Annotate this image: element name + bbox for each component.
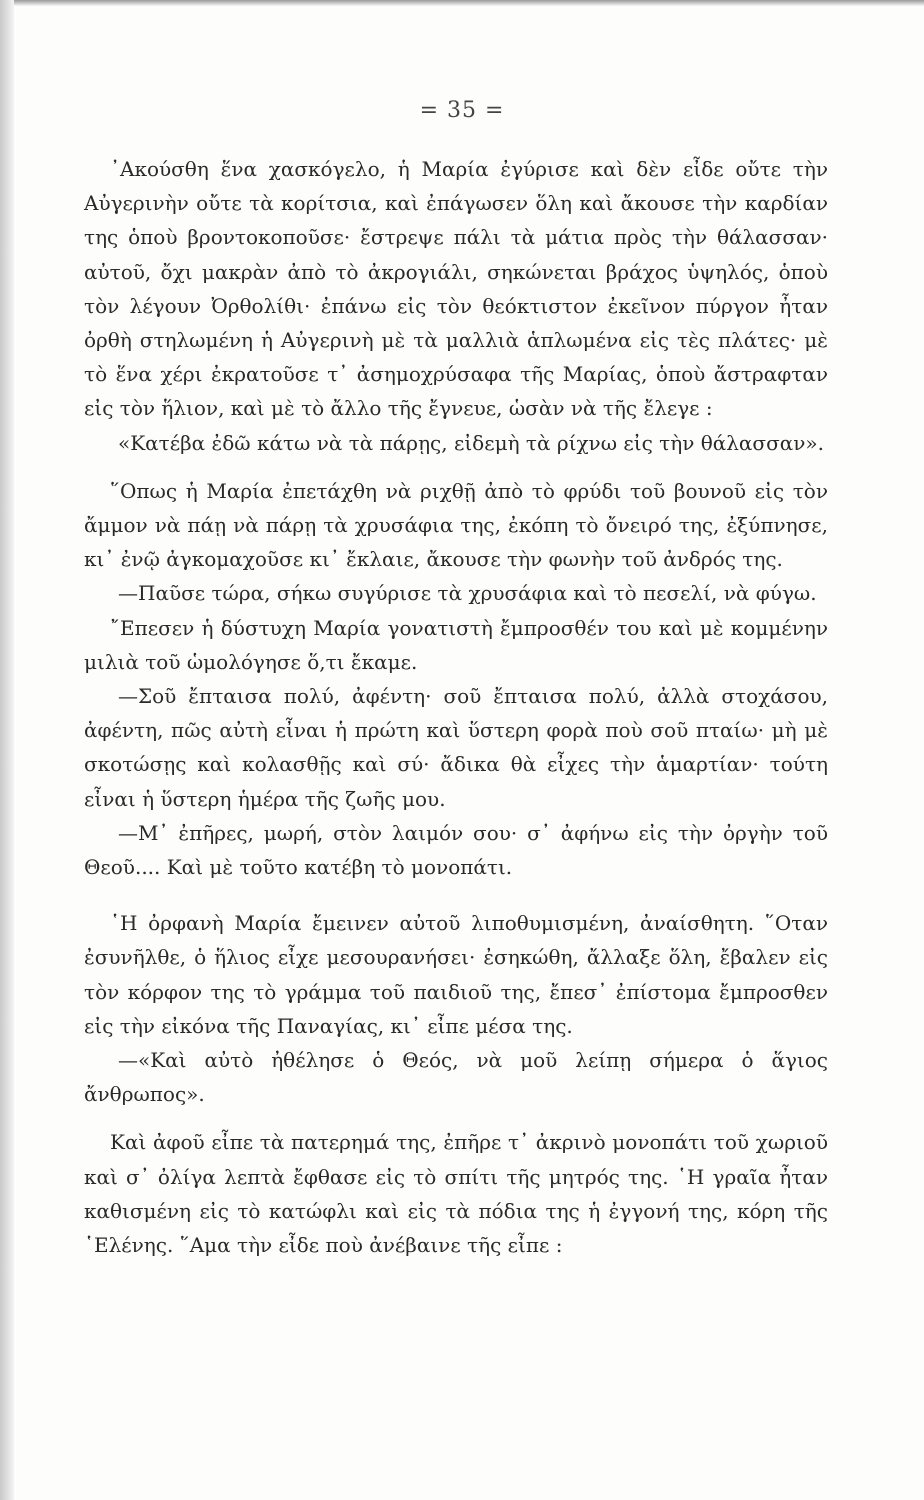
- body-text: [84, 152, 828, 1262]
- page-number: = 35 =: [419, 98, 505, 123]
- paragraph: —Παῦσε τώρα, σήκω συγύρισε τὰ χρυσάφια καὶ τὸ πεσελί, νὰ φύγω.: [118, 581, 817, 606]
- page-binding-edge: [0, 0, 14, 1500]
- paragraph: —Σοῦ ἔπταισα πολύ, ἀφέντη· σοῦ ἔπταισα πολύ, ἀλλὰ στοχάσου, ἀφέντη, πῶς αὐτὴ εἶναι ἡ πρώτη καὶ ὕστερη φορὰ ποὺ σοῦ πταίω· μὴ μὲ σκοτώσῃς καὶ κολασθῇς καὶ σύ· ἄδικα θὰ εἶχες τὴν ἁμαρτίαν· τούτη εἶναι ἡ ὕστερη ἡμέρα τῆς ζωῆς μου.: [84, 684, 828, 811]
- paragraph: ῾Η ὀρφανὴ Μαρία ἔμεινεν αὐτοῦ λιποθυμισμένη, ἀναίσθητη. ῞Οταν ἐσυνῆλθε, ὁ ἥλιος εἶχε μεσουρανήσει· ἐσηκώθη, ἄλλαξε ὅλη, ἔβαλεν εἰς τὸν κόρφον της τὸ γράμμα τοῦ παιδιοῦ της, ἔπεσ᾿ ἐπίστομα ἔμπροσθεν εἰς τὴν εἰκόνα τῆς Παναγίας, κι᾿ εἶπε μέσα της.: [84, 911, 828, 1038]
- paragraph: ῞Οπως ἡ Μαρία ἐπετάχθη νὰ ριχθῇ ἀπὸ τὸ φρύδι τοῦ βουνοῦ εἰς τὸν ἄμμον νὰ πάῃ νὰ πάρῃ τὰ χρυσάφια της, ἐκόπη τὸ ὄνειρό της, ἐξύπνησε, κι᾿ ἐνῷ ἀγκομαχοῦσε κι᾿ ἔκλαιε, ἄκουσε τὴν φωνὴν τοῦ ἀνδρός της.: [84, 478, 828, 572]
- paragraph: Καὶ ἀφοῦ εἶπε τὰ πατερημά της, ἐπῆρε τ᾿ ἀκρινὸ μονοπάτι τοῦ χωριοῦ καὶ σ᾿ ὀλίγα λεπτὰ ἔφθασε εἰς τὸ σπίτι τῆς μητρός της. ῾Η γραῖα ἦταν καθισμένη εἰς τὸ κατώφλι καὶ εἰς τὰ πόδια της ἡ ἐγγονή της, κόρη τῆς ῾Ελένης. ῞Αμα τὴν εἶδε ποὺ ἀνέβαινε τῆς εἶπε :: [84, 1130, 828, 1258]
- paragraph: «Κατέβα ἐδῶ κάτω νὰ τὰ πάρῃς, εἰδεμὴ τὰ ρίχνω εἰς τὴν θάλασσαν».: [118, 430, 824, 455]
- paragraph: —Μ᾿ ἐπῆρες, μωρή, στὸν λαιμόν σου· σ᾿ ἀφήνω εἰς τὴν ὀργὴν τοῦ Θεοῦ.... Καὶ μὲ τοῦτο κατέβη τὸ μονοπάτι.: [84, 820, 828, 880]
- paragraph: ᾿Ακούσθη ἕνα χασκόγελο, ἡ Μαρία ἐγύρισε καὶ δὲν εἶδε οὔτε τὴν Αὐγερινὴν οὔτε τὰ κορίτσια, καὶ ἐπάγωσεν ὅλη καὶ ἄκουσε τὴν καρδίαν της ὁποὺ βροντοκοποῦσε· ἔστρεψε πάλι τὰ μάτια πρὸς τὴν θάλασσαν· αὐτοῦ, ὄχι μακρὰν ἀπὸ τὸ ἀκρογιάλι, σηκώνεται βράχος ὑψηλός, ὁποὺ τὸν λέγουν Ὀρθολίθι· ἐπάνω εἰς τὸν θεόκτιστον ἐκεῖνον πύργον ἦταν ὀρθὴ στηλωμένη ἡ Αὐγερινὴ μὲ τὰ μαλλιὰ ἁπλωμένα εἰς τὲς πλάτες· μὲ τὸ ἕνα χέρι ἐκρατοῦσε τ᾿ ἀσημοχρύσαφα τῆς Μαρίας, ὁποὺ ἄστραφταν εἰς τὸν ἥλιον, καὶ μὲ τὸ ἄλλο τῆς ἔγνευε, ὡσὰν νὰ τῆς ἔλεγε :: [84, 157, 828, 421]
- page-top-edge: [0, 0, 924, 6]
- paragraph: —«Καὶ αὐτὸ ἠθέλησε ὁ Θεός, νὰ μοῦ λείπῃ σήμερα ὁ ἅγιος ἄνθρωπος».: [84, 1048, 828, 1107]
- paragraph: ῎Επεσεν ἡ δύστυχη Μαρία γονατιστὴ ἔμπροσθέν του καὶ μὲ κομμένην μιλιὰ τοῦ ὡμολόγησε ὅ,τι ἔκαμε.: [84, 615, 828, 674]
